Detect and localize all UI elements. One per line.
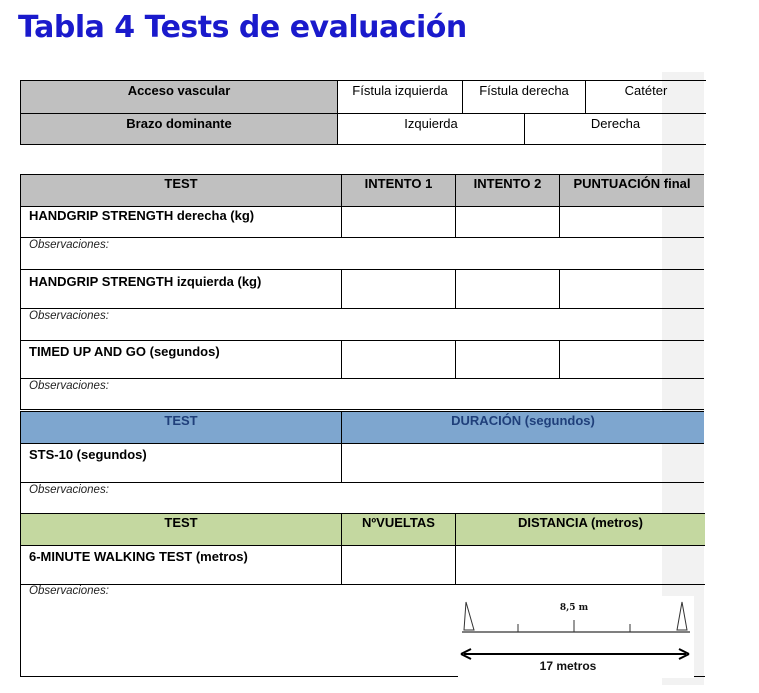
access-table bbox=[20, 80, 706, 114]
access-label-cell bbox=[21, 81, 338, 114]
row-label: STS-10 (segundos) bbox=[21, 444, 342, 483]
tests-table bbox=[20, 174, 704, 410]
access-option-2[interactable]: Fístula derecha bbox=[463, 81, 586, 114]
total-distance-label: 17 metros bbox=[539, 659, 597, 673]
observations-row bbox=[21, 238, 705, 270]
input-cell[interactable] bbox=[342, 546, 456, 585]
observations-row bbox=[21, 483, 705, 514]
header-test-blue: TEST bbox=[21, 412, 342, 444]
dominant-arm-label: Brazo dominante bbox=[126, 116, 232, 131]
input-cell[interactable] bbox=[456, 207, 560, 238]
page-title: Tabla 4 Tests de evaluación bbox=[18, 10, 467, 45]
header-intento-2: INTENTO 2 bbox=[456, 175, 560, 207]
table-row bbox=[21, 444, 705, 483]
observations-cell[interactable]: Observaciones: bbox=[21, 585, 706, 677]
row-label: 6-MINUTE WALKING TEST (metros) bbox=[21, 546, 342, 585]
input-cell[interactable] bbox=[342, 444, 705, 483]
observations-cell[interactable]: Observaciones: bbox=[21, 379, 705, 410]
header-test: TEST bbox=[21, 175, 342, 207]
access-option-1[interactable]: Fístula izquierda bbox=[338, 81, 463, 114]
header-test-green: TEST bbox=[21, 514, 342, 546]
walking-course-diagram bbox=[458, 596, 694, 678]
row-label: TIMED UP AND GO (segundos) bbox=[21, 341, 342, 379]
table-row bbox=[21, 546, 706, 585]
header-intento-1: INTENTO 1 bbox=[342, 175, 456, 207]
header-distancia: DISTANCIA (metros) bbox=[456, 514, 706, 546]
header-vueltas: NºVUELTAS bbox=[342, 514, 456, 546]
table-row bbox=[21, 270, 705, 309]
header-duracion: DURACIÓN (segundos) bbox=[342, 412, 705, 444]
input-cell[interactable] bbox=[342, 270, 456, 309]
table-row bbox=[21, 207, 705, 238]
dominant-arm-table bbox=[20, 113, 706, 145]
dominant-arm-option-2[interactable]: Derecha bbox=[525, 114, 707, 145]
input-cell[interactable] bbox=[456, 546, 706, 585]
input-cell[interactable] bbox=[560, 270, 705, 309]
input-cell[interactable] bbox=[560, 341, 705, 379]
observations-cell[interactable]: Observaciones: bbox=[21, 309, 705, 341]
access-label: Acceso vascular bbox=[127, 83, 231, 98]
dominant-arm-option-1[interactable]: Izquierda bbox=[338, 114, 525, 145]
observations-cell[interactable]: Observaciones: bbox=[21, 483, 705, 514]
observations-cell[interactable]: Observaciones: bbox=[21, 238, 705, 270]
observations-row bbox=[21, 379, 705, 410]
table-row bbox=[21, 341, 705, 379]
dominant-arm-label-cell bbox=[21, 114, 338, 145]
input-cell[interactable] bbox=[560, 207, 705, 238]
input-cell[interactable] bbox=[342, 341, 456, 379]
input-cell[interactable] bbox=[342, 207, 456, 238]
row-label: HANDGRIP STRENGTH izquierda (kg) bbox=[21, 270, 342, 309]
header-puntuacion: PUNTUACIÓN final bbox=[560, 175, 705, 207]
sts-table bbox=[20, 411, 704, 514]
observations-row bbox=[21, 309, 705, 341]
half-distance-label: 8,5 m bbox=[559, 603, 589, 613]
access-option-3[interactable]: Catéter bbox=[586, 81, 707, 114]
input-cell[interactable] bbox=[456, 341, 560, 379]
input-cell[interactable] bbox=[456, 270, 560, 309]
row-label: HANDGRIP STRENGTH derecha (kg) bbox=[21, 207, 342, 238]
